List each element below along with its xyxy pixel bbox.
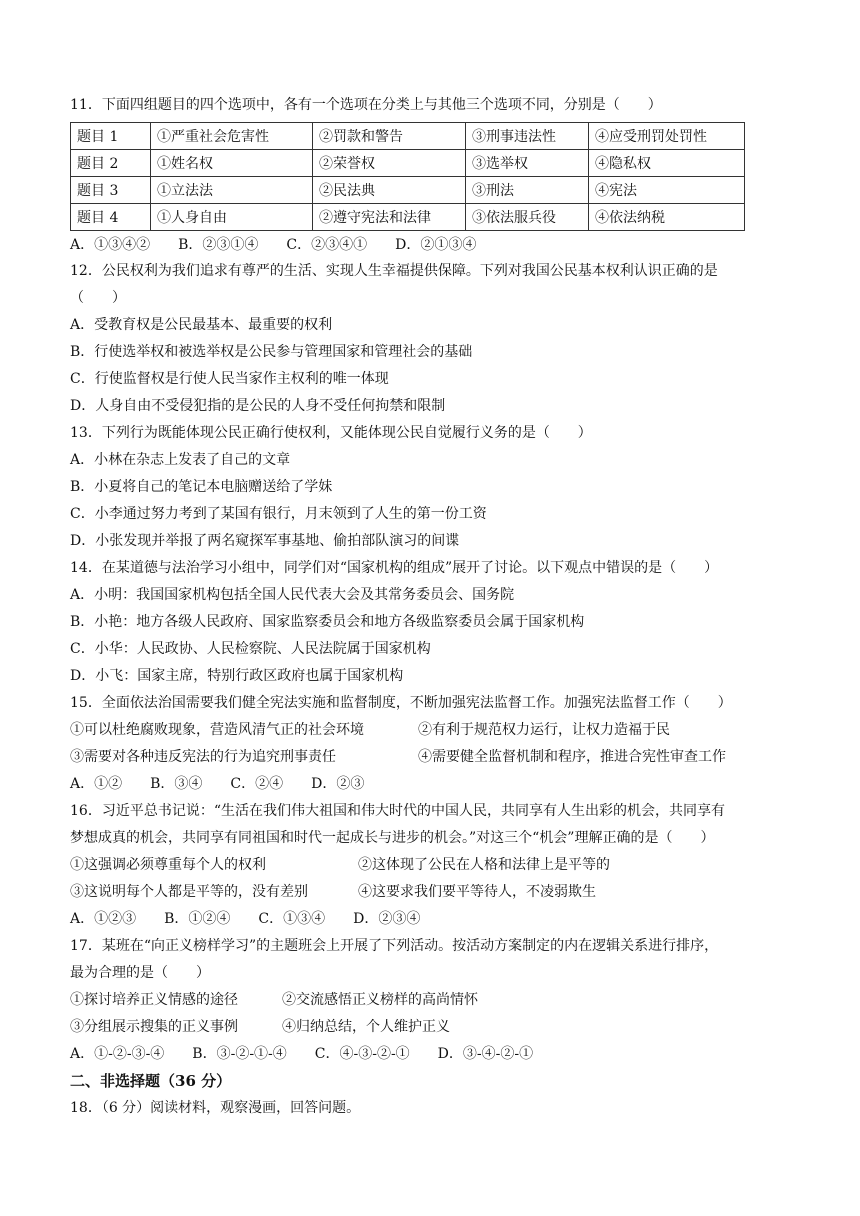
table-cell: ②民法典 [313, 177, 466, 204]
q17-statement-1: ①探讨培养正义情感的途径 [70, 992, 238, 1008]
q16-statements-row1 [70, 852, 790, 879]
q14-option-c: C．小华：人民政协、人民检察院、人民法院属于国家机构 [70, 641, 431, 657]
q12-option-a: A．受教育权是公民最基本、最重要的权利 [70, 317, 333, 333]
q14-option-d: D．小飞：国家主席，特别行政区政府也属于国家机构 [70, 668, 404, 684]
q16-stem-line2: 梦想成真的机会，共同享有同祖国和时代一起成长与进步的机会。”对这三个“机会”理解正确的是（ ） [70, 830, 715, 846]
q17-options: A．①-②-③-④ B．③-②-①-④ C．④-③-②-① D．③-④-②-① [70, 1046, 534, 1062]
q17-statements-row2 [70, 1014, 790, 1041]
q15-statements-row1 [70, 717, 790, 744]
q16-statements-row2 [70, 879, 790, 906]
table-cell: ③刑法 [466, 177, 589, 204]
section-heading: 二、非选择题（36 分） [70, 1072, 232, 1090]
table-cell: ④应受刑罚处罚性 [589, 123, 745, 150]
q13-option-c: C．小李通过努力考到了某国有银行，月末领到了人生的第一份工资 [70, 506, 487, 522]
q17-stem-line1: 17．某班在“向正义榜样学习”的主题班会上开展了下列活动。按活动方案制定的内在逻辑关系进行排序， [70, 938, 719, 954]
table-row [71, 204, 745, 231]
table-cell: ②遵守宪法和法律 [313, 204, 466, 231]
q15-statement-1: ①可以杜绝腐败现象，营造风清气正的社会环境 [70, 722, 364, 738]
q15-statement-4: ④需要健全监督机制和程序，推进合宪性审查工作 [418, 749, 726, 765]
table-cell: ②荣誉权 [313, 150, 466, 177]
table-cell: ④隐私权 [589, 150, 745, 177]
q12-stem-line2: （ ） [70, 290, 126, 306]
table-cell: ④依法纳税 [589, 204, 745, 231]
table-row [71, 177, 745, 204]
table-cell: ④宪法 [589, 177, 745, 204]
q13-option-a: A．小林在杂志上发表了自己的文章 [70, 452, 291, 468]
table-row [71, 150, 745, 177]
table-cell: ③选举权 [466, 150, 589, 177]
table-cell: ②罚款和警告 [313, 123, 466, 150]
table-cell: ③刑事违法性 [466, 123, 589, 150]
q14-stem: 14．在某道德与法治学习小组中，同学们对“国家机构的组成”展开了讨论。以下观点中错误的是（ ） [70, 560, 719, 576]
table-cell: ①立法法 [151, 177, 313, 204]
table-cell: 题目 3 [71, 177, 151, 204]
q16-statement-3: ③这说明每个人都是平等的，没有差别 [70, 884, 308, 900]
q17-statement-3: ③分组展示搜集的正义事例 [70, 1019, 238, 1035]
q16-stem-line1: 16．习近平总书记说：“生活在我们伟大祖国和伟大时代的中国人民，共同享有人生出彩的机会，共同享有 [70, 803, 725, 819]
q18-stem: 18．（6 分）阅读材料，观察漫画，回答问题。 [70, 1100, 361, 1116]
table-cell: ③依法服兵役 [466, 204, 589, 231]
table-cell: 题目 4 [71, 204, 151, 231]
q15-statement-3: ③需要对各种违反宪法的行为追究刑事责任 [70, 749, 336, 765]
q16-statement-1: ①这强调必须尊重每个人的权利 [70, 857, 266, 873]
q13-stem: 13．下列行为既能体现公民正确行使权利，又能体现公民自觉履行义务的是（ ） [70, 425, 592, 441]
q17-statement-2: ②交流感悟正义榜样的高尚情怀 [282, 992, 478, 1008]
table-row [71, 123, 745, 150]
q17-statements-row1 [70, 987, 790, 1014]
q17-statement-4: ④归纳总结，个人维护正义 [282, 1019, 450, 1035]
table-cell: 题目 1 [71, 123, 151, 150]
q16-options: A．①②③ B．①②④ C．①③④ D．②③④ [70, 911, 421, 927]
q14-option-b: B．小艳：地方各级人民政府、国家监察委员会和地方各级监察委员会属于国家机构 [70, 614, 585, 630]
q11-options: A．①③④② B．②③①④ C．②③④① D．②①③④ [70, 237, 477, 253]
q16-statement-4: ④这要求我们要平等待人，不凌弱欺生 [358, 884, 596, 900]
q16-statement-2: ②这体现了公民在人格和法律上是平等的 [358, 857, 610, 873]
q12-option-d: D．人身自由不受侵犯指的是公民的人身不受任何拘禁和限制 [70, 398, 446, 414]
q13-option-d: D．小张发现并举报了两名窥探军事基地、偷拍部队演习的间谍 [70, 533, 460, 549]
q14-option-a: A．小明：我国国家机构包括全国人民代表大会及其常务委员会、国务院 [70, 587, 515, 603]
exam-page [70, 92, 790, 1122]
table-cell: ①严重社会危害性 [151, 123, 313, 150]
q11-stem: 11．下面四组题目的四个选项中，各有一个选项在分类上与其他三个选项不同，分别是（ ） [70, 97, 662, 113]
table-cell: ①姓名权 [151, 150, 313, 177]
q13-option-b: B．小夏将自己的笔记本电脑赠送给了学妹 [70, 479, 333, 495]
table-cell: ①人身自由 [151, 204, 313, 231]
table-cell: 题目 2 [71, 150, 151, 177]
q15-options: A．①② B．③④ C．②④ D．②③ [70, 776, 365, 792]
q11-table [70, 122, 745, 231]
q15-statements-row2 [70, 744, 790, 771]
q12-option-c: C．行使监督权是行使人民当家作主权利的唯一体现 [70, 371, 389, 387]
q17-stem-line2: 最为合理的是（ ） [70, 965, 210, 981]
q15-stem: 15．全面依法治国需要我们健全宪法实施和监督制度，不断加强宪法监督工作。加强宪法监督工作（ ） [70, 695, 732, 711]
q15-statement-2: ②有利于规范权力运行，让权力造福于民 [418, 722, 670, 738]
q12-stem-line1: 12．公民权利为我们追求有尊严的生活、实现人生幸福提供保障。下列对我国公民基本权利认识正确的是 [70, 263, 718, 279]
q12-option-b: B．行使选举权和被选举权是公民参与管理国家和管理社会的基础 [70, 344, 473, 360]
